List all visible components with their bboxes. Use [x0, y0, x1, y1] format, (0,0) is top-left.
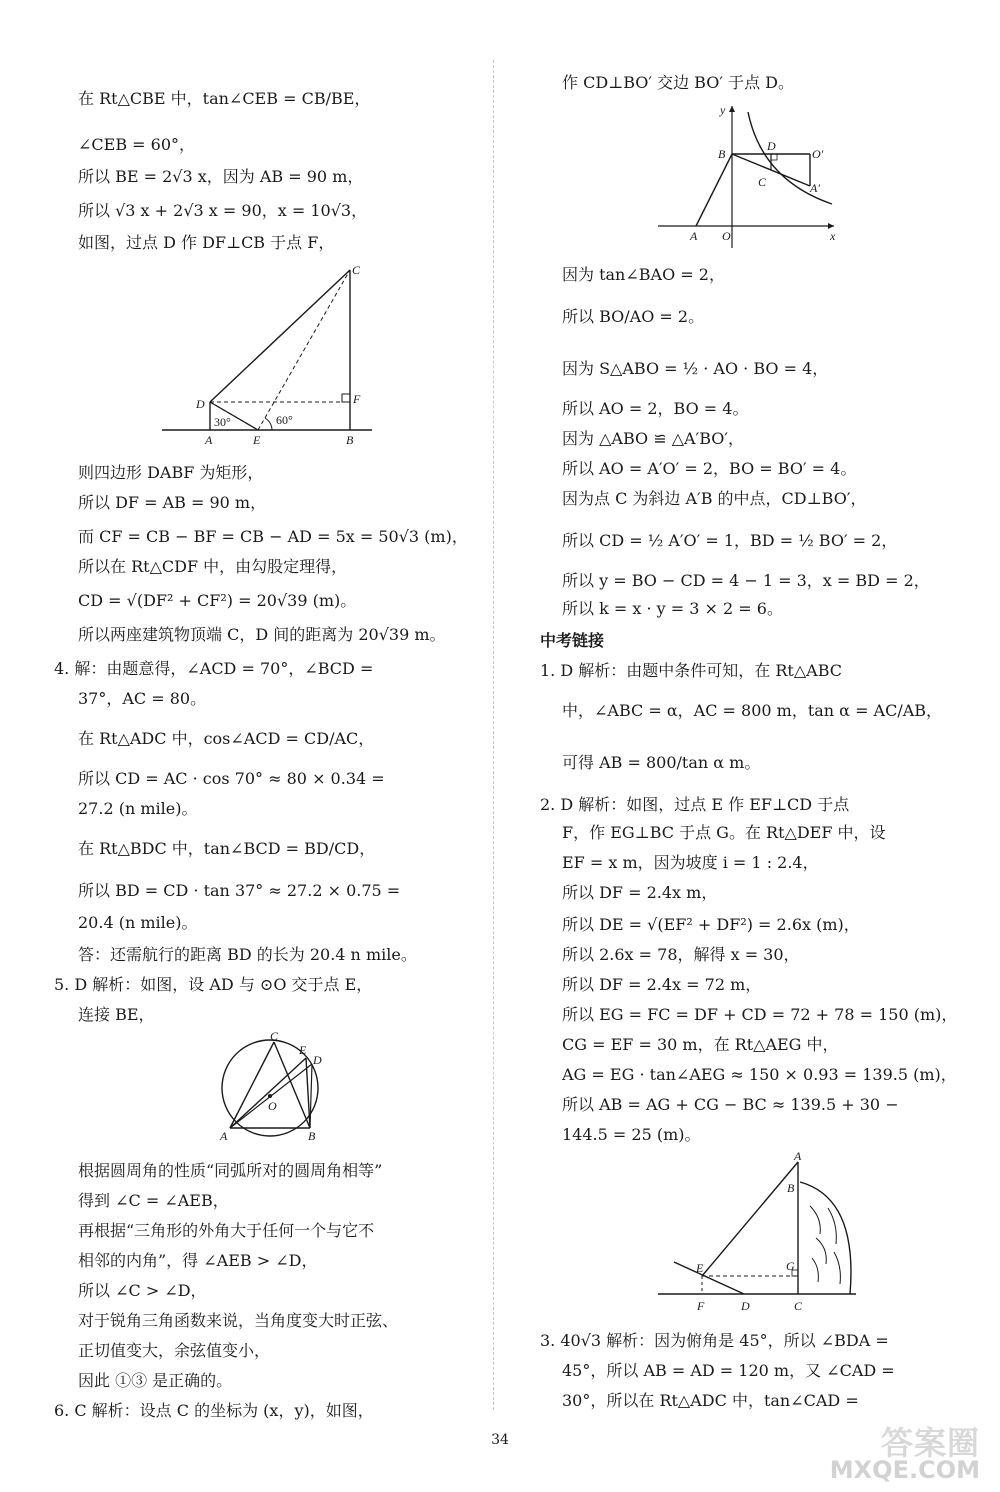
label-B: B — [346, 433, 354, 447]
text-line: 37°，AC = 80。 — [78, 689, 207, 708]
text-line: 所以 DF = 2.4x m， — [562, 883, 718, 902]
text-line: 2. D 解析：如图，过点 E 作 EF⊥CD 于点 — [540, 795, 850, 814]
label-D: D — [196, 397, 205, 411]
text-line: 因此 ①③ 是正确的。 — [78, 1371, 233, 1390]
text-line: 作 CD⊥BO′ 交边 BO′ 于点 D。 — [562, 73, 794, 92]
text-line: 所以 DF = AB = 90 m， — [78, 493, 267, 512]
angle-30: 30° — [214, 415, 231, 429]
text-line: 所以 BO/AO = 2。 — [562, 307, 705, 326]
axis-x: x — [830, 229, 836, 243]
text-line: F，作 EG⊥BC 于点 G。在 Rt△DEF 中，设 — [562, 823, 886, 842]
label-E: E — [253, 433, 261, 447]
label-B: B — [787, 1181, 795, 1195]
axis-y: y — [720, 103, 726, 117]
text-line: 所以 √3 x + 2√3 x = 90，x = 10√3， — [78, 201, 368, 220]
label-A: A — [794, 1149, 802, 1163]
text-line: 所以在 Rt△CDF 中，由勾股定理得， — [78, 557, 348, 576]
text-line: CG = EF = 30 m，在 Rt△AEG 中， — [562, 1035, 839, 1054]
text-line: 所以 BD = CD · tan 37° ≈ 27.2 × 0.75 = — [78, 881, 401, 900]
text-line: 3. 40√3 解析：因为俯角是 45°，所以 ∠BDA = — [540, 1331, 889, 1350]
label-E: E — [299, 1043, 307, 1057]
text-line: ∠CEB = 60°， — [78, 135, 196, 154]
text-line: CD = √(DF² + CF²) = 20√39 (m)。 — [78, 591, 357, 610]
text-line: 所以 BE = 2√3 x，因为 AB = 90 m， — [78, 167, 364, 186]
figure-slope-building — [652, 1148, 862, 1324]
text-line: 则四边形 DABF 为矩形， — [78, 463, 264, 482]
page-number: 34 — [491, 1432, 509, 1448]
text-line: 因为点 C 为斜边 A′B 的中点，CD⊥BO′， — [562, 489, 867, 508]
text-line: 所以 AB = AG + CG − BC ≈ 139.5 + 30 − — [562, 1095, 899, 1114]
text-line: 在 Rt△BDC 中，tan∠BCD = BD/CD， — [78, 839, 376, 858]
text-line: 1. D 解析：由题中条件可知，在 Rt△ABC — [540, 661, 842, 680]
text-line: 所以 AO = 2，BO = 4。 — [562, 399, 749, 418]
text-line: 可得 AB = 800/tan α m。 — [562, 753, 761, 772]
label-D: D — [741, 1299, 750, 1313]
watermark-url: MXQE.COM — [829, 1456, 980, 1484]
text-line: 连接 BE， — [78, 1005, 155, 1024]
text-line: 中，∠ABC = α，AC = 800 m，tan α = AC/AB， — [562, 701, 943, 720]
text-line: 6. C 解析：设点 C 的坐标为 (x，y)，如图， — [54, 1401, 374, 1420]
text-line: 所以 DF = 2.4x = 72 m， — [562, 975, 762, 994]
text-line: 而 CF = CB − BF = CB − AD = 5x = 50√3 (m)， — [78, 527, 468, 546]
text-line: 因为 △ABO ≌ △A′BO′， — [562, 429, 744, 448]
label-A: A — [220, 1129, 228, 1143]
text-line: 所以 ∠C > ∠D， — [78, 1281, 207, 1300]
label-C: C — [758, 175, 767, 189]
text-line: 4. 解：由题意得，∠ACD = 70°，∠BCD = — [54, 659, 374, 678]
label-G: G — [786, 1259, 795, 1273]
text-line: 20.4 (n mile)。 — [78, 913, 198, 932]
label-B: B — [718, 147, 726, 161]
text-line: 因为 tan∠BAO = 2， — [562, 265, 725, 284]
text-line: 因为 S△ABO = ½ · AO · BO = 4， — [562, 359, 829, 378]
text-line: 答：还需航行的距离 BD 的长为 20.4 n mile。 — [78, 945, 417, 964]
label-O-prime: O′ — [812, 147, 824, 161]
text-line: 如图，过点 D 作 DF⊥CB 于点 F， — [78, 233, 335, 252]
watermark: 答案圈 — [880, 1424, 980, 1462]
label-O: O — [722, 229, 731, 243]
text-line: 在 Rt△ADC 中，cos∠ACD = CD/AC， — [78, 729, 375, 748]
text-line: 再根据“三角形的外角大于任何一个与它不 — [78, 1221, 375, 1240]
text-line: EF = x m，因为坡度 i = 1 : 2.4， — [562, 853, 819, 872]
text-line: 根据圆周角的性质“同弧所对的圆周角相等” — [78, 1161, 383, 1180]
text-line: 所以两座建筑物顶端 C，D 间的距离为 20√39 m。 — [78, 625, 446, 644]
label-C: C — [352, 263, 361, 277]
label-C: C — [794, 1299, 803, 1313]
figure-building-triangle — [158, 260, 378, 454]
text-line: 27.2 (n mile)。 — [78, 799, 198, 818]
text-line: 144.5 = 25 (m)。 — [562, 1125, 701, 1144]
column-divider — [493, 60, 494, 1410]
text-line: 所以 CD = AC · cos 70° ≈ 80 × 0.34 = — [78, 769, 385, 788]
label-E: E — [696, 1261, 704, 1275]
text-line: 所以 EG = FC = DF + CD = 72 + 78 = 150 (m)， — [562, 1005, 958, 1024]
figure-circle — [212, 1030, 332, 1154]
text-line: 得到 ∠C = ∠AEB， — [78, 1191, 229, 1210]
label-A: A — [690, 229, 698, 243]
text-line: 所以 y = BO − CD = 4 − 1 = 3，x = BD = 2， — [562, 571, 930, 590]
text-line: 所以 CD = ½ A′O′ = 1，BD = ½ BO′ = 2， — [562, 531, 898, 550]
label-F: F — [697, 1299, 705, 1313]
label-D: D — [767, 139, 776, 153]
text-line: 5. D 解析：如图，设 AD 与 ⊙O 交于点 E， — [54, 975, 373, 994]
text-line: 相邻的内角”，得 ∠AEB > ∠D， — [78, 1251, 318, 1270]
section-heading: 中考链接 — [540, 631, 605, 650]
text-line: 正切值变大，余弦值变小， — [78, 1341, 271, 1360]
label-A-prime: A′ — [810, 181, 820, 195]
label-D: D — [313, 1053, 322, 1067]
label-F: F — [353, 392, 361, 406]
text-line: 45°，所以 AB = AD = 120 m，又 ∠CAD = — [562, 1361, 895, 1380]
text-line: 所以 k = x · y = 3 × 2 = 6。 — [562, 599, 783, 618]
text-line: 在 Rt△CBE 中，tan∠CEB = CB/BE， — [78, 89, 371, 108]
label-A: A — [205, 433, 213, 447]
label-C: C — [270, 1030, 279, 1043]
figure-coordinate-plane — [652, 100, 842, 254]
label-O: O — [268, 1099, 277, 1113]
text-line: AG = EG · tan∠AEG ≈ 150 × 0.93 = 139.5 (m)， — [562, 1065, 957, 1084]
text-line: 所以 AO = A′O′ = 2，BO = BO′ = 4。 — [562, 459, 857, 478]
angle-60: 60° — [276, 413, 293, 427]
text-line: 对于锐角三角函数来说，当角度变大时正弦、 — [78, 1311, 399, 1330]
text-line: 所以 DE = √(EF² + DF²) = 2.6x (m)， — [562, 915, 860, 934]
label-B: B — [308, 1129, 316, 1143]
text-line: 所以 2.6x = 78，解得 x = 30， — [562, 945, 800, 964]
text-line: 30°，所以在 Rt△ADC 中，tan∠CAD = — [562, 1391, 859, 1410]
